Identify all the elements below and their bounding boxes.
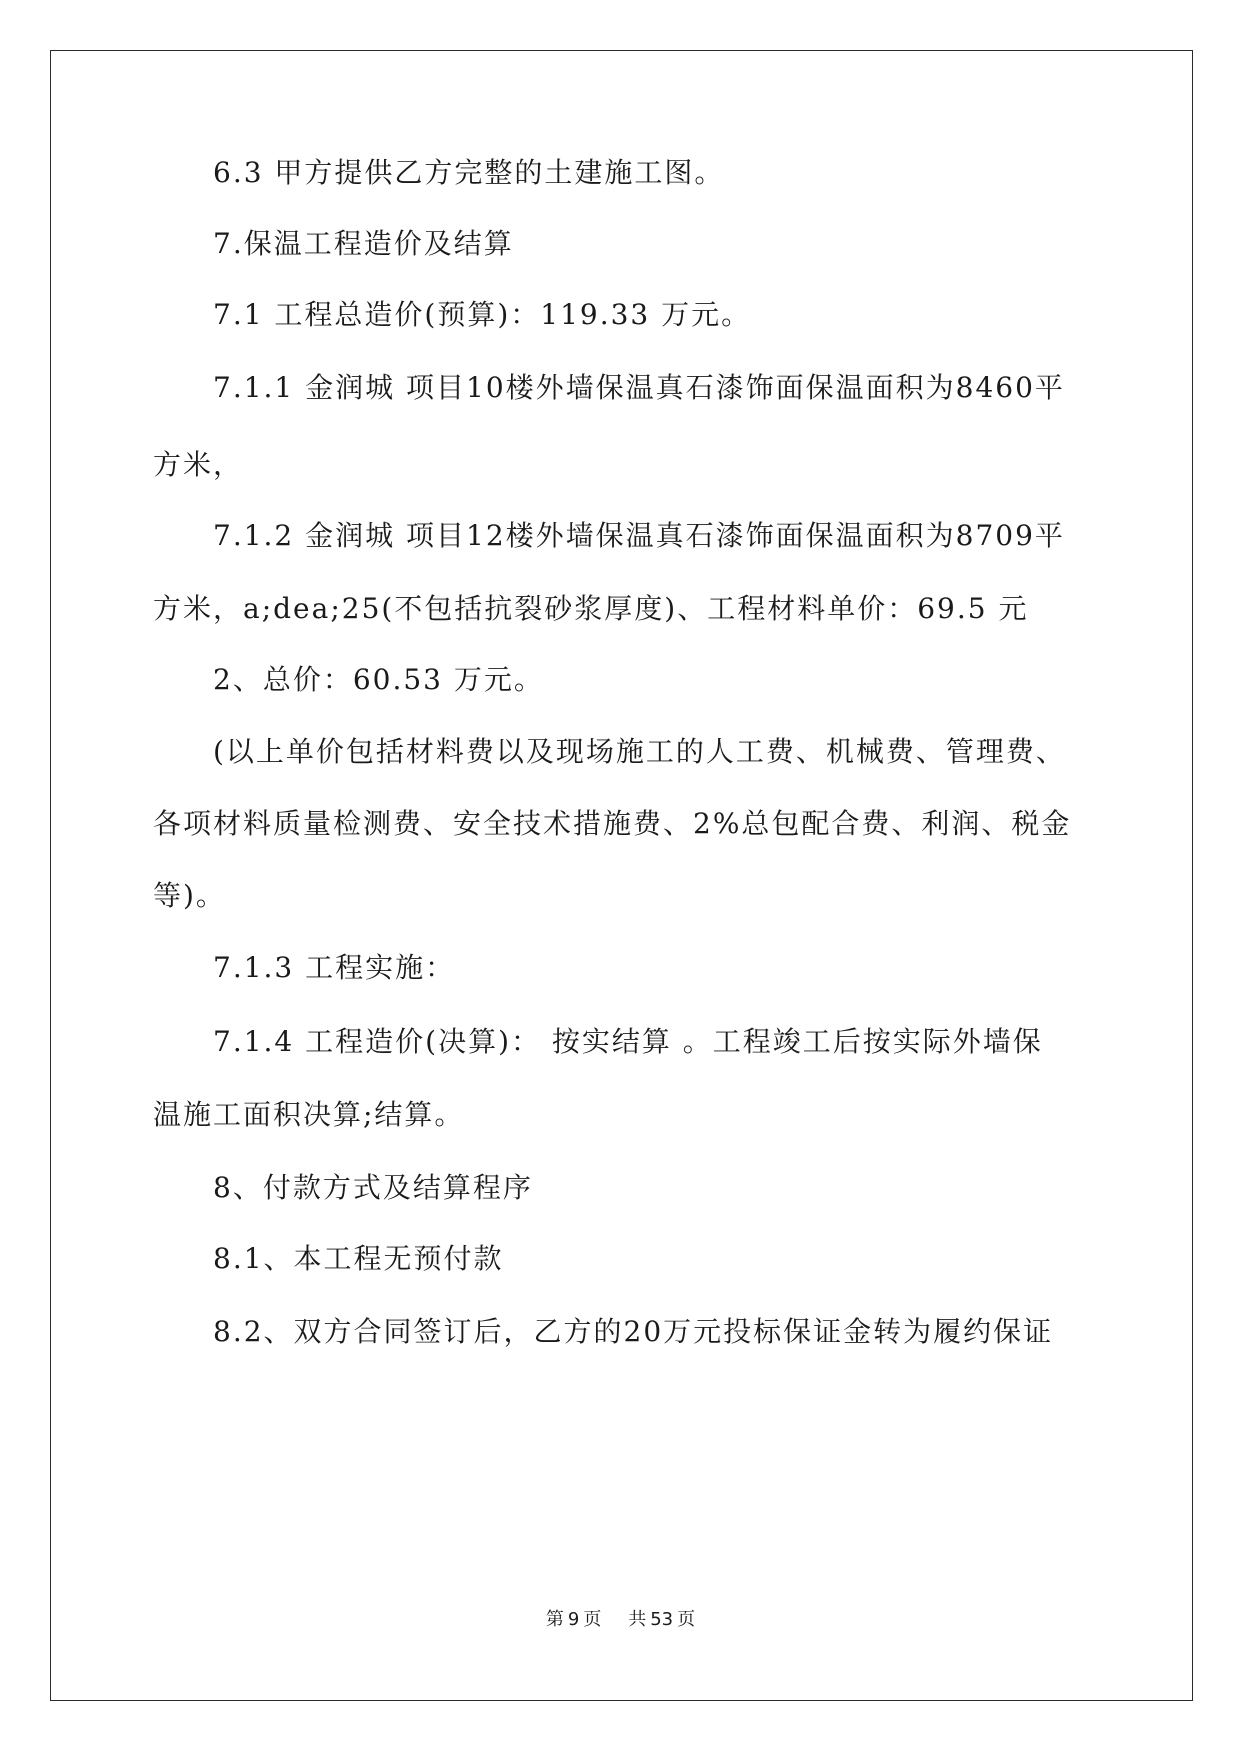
page-suffix: 页	[583, 1609, 602, 1630]
total-pages: 53	[650, 1609, 674, 1630]
paragraph-8-2: 8.2、双方合同签订后，乙方的20万元投标保证金转为履约保证	[213, 1315, 1054, 1348]
page-prefix: 第	[545, 1609, 564, 1630]
paragraph-8-1: 8.1、本工程无预付款	[213, 1242, 504, 1275]
total-suffix: 页	[677, 1609, 696, 1630]
heading-7: 7.保温工程造价及结算	[213, 227, 514, 260]
total-prefix: 共	[628, 1609, 647, 1630]
paragraph-6-3: 6.3 甲方提供乙方完整的土建施工图。	[213, 156, 725, 189]
paragraph-total: 2、总价：60.53 万元。	[213, 663, 544, 696]
paragraph-note-cont-1: 各项材料质量检测费、安全技术措施费、2%总包配合费、利润、税金	[153, 807, 1072, 840]
page-number: 9	[567, 1609, 580, 1630]
paragraph-7-1-1: 7.1.1 金润城 项目10楼外墙保温真石漆饰面保温面积为8460平	[213, 371, 1065, 404]
paragraph-7-1-2-cont: 方米，a;dea;25(不包括抗裂砂浆厚度)、工程材料单价：69.5 元	[153, 592, 1029, 625]
paragraph-7-1-2: 7.1.2 金润城 项目12楼外墙保温真石漆饰面保温面积为8709平	[213, 519, 1065, 552]
heading-8: 8、付款方式及结算程序	[213, 1171, 533, 1204]
page-footer	[0, 1608, 1241, 1632]
paragraph-note: (以上单价包括材料费以及现场施工的人工费、机械费、管理费、	[213, 735, 1066, 768]
paragraph-7-1-3: 7.1.3 工程实施：	[213, 951, 456, 984]
paragraph-note-cont-2: 等)。	[153, 879, 226, 912]
paragraph-7-1-4-cont: 温施工面积决算;结算。	[153, 1098, 465, 1131]
paragraph-7-1-4: 7.1.4 工程造价(决算)： 按实结算 。工程竣工后按实际外墙保	[213, 1025, 1043, 1058]
paragraph-7-1: 7.1 工程总造价(预算)：119.33 万元。	[213, 298, 752, 331]
paragraph-7-1-1-cont: 方米，	[153, 448, 244, 481]
